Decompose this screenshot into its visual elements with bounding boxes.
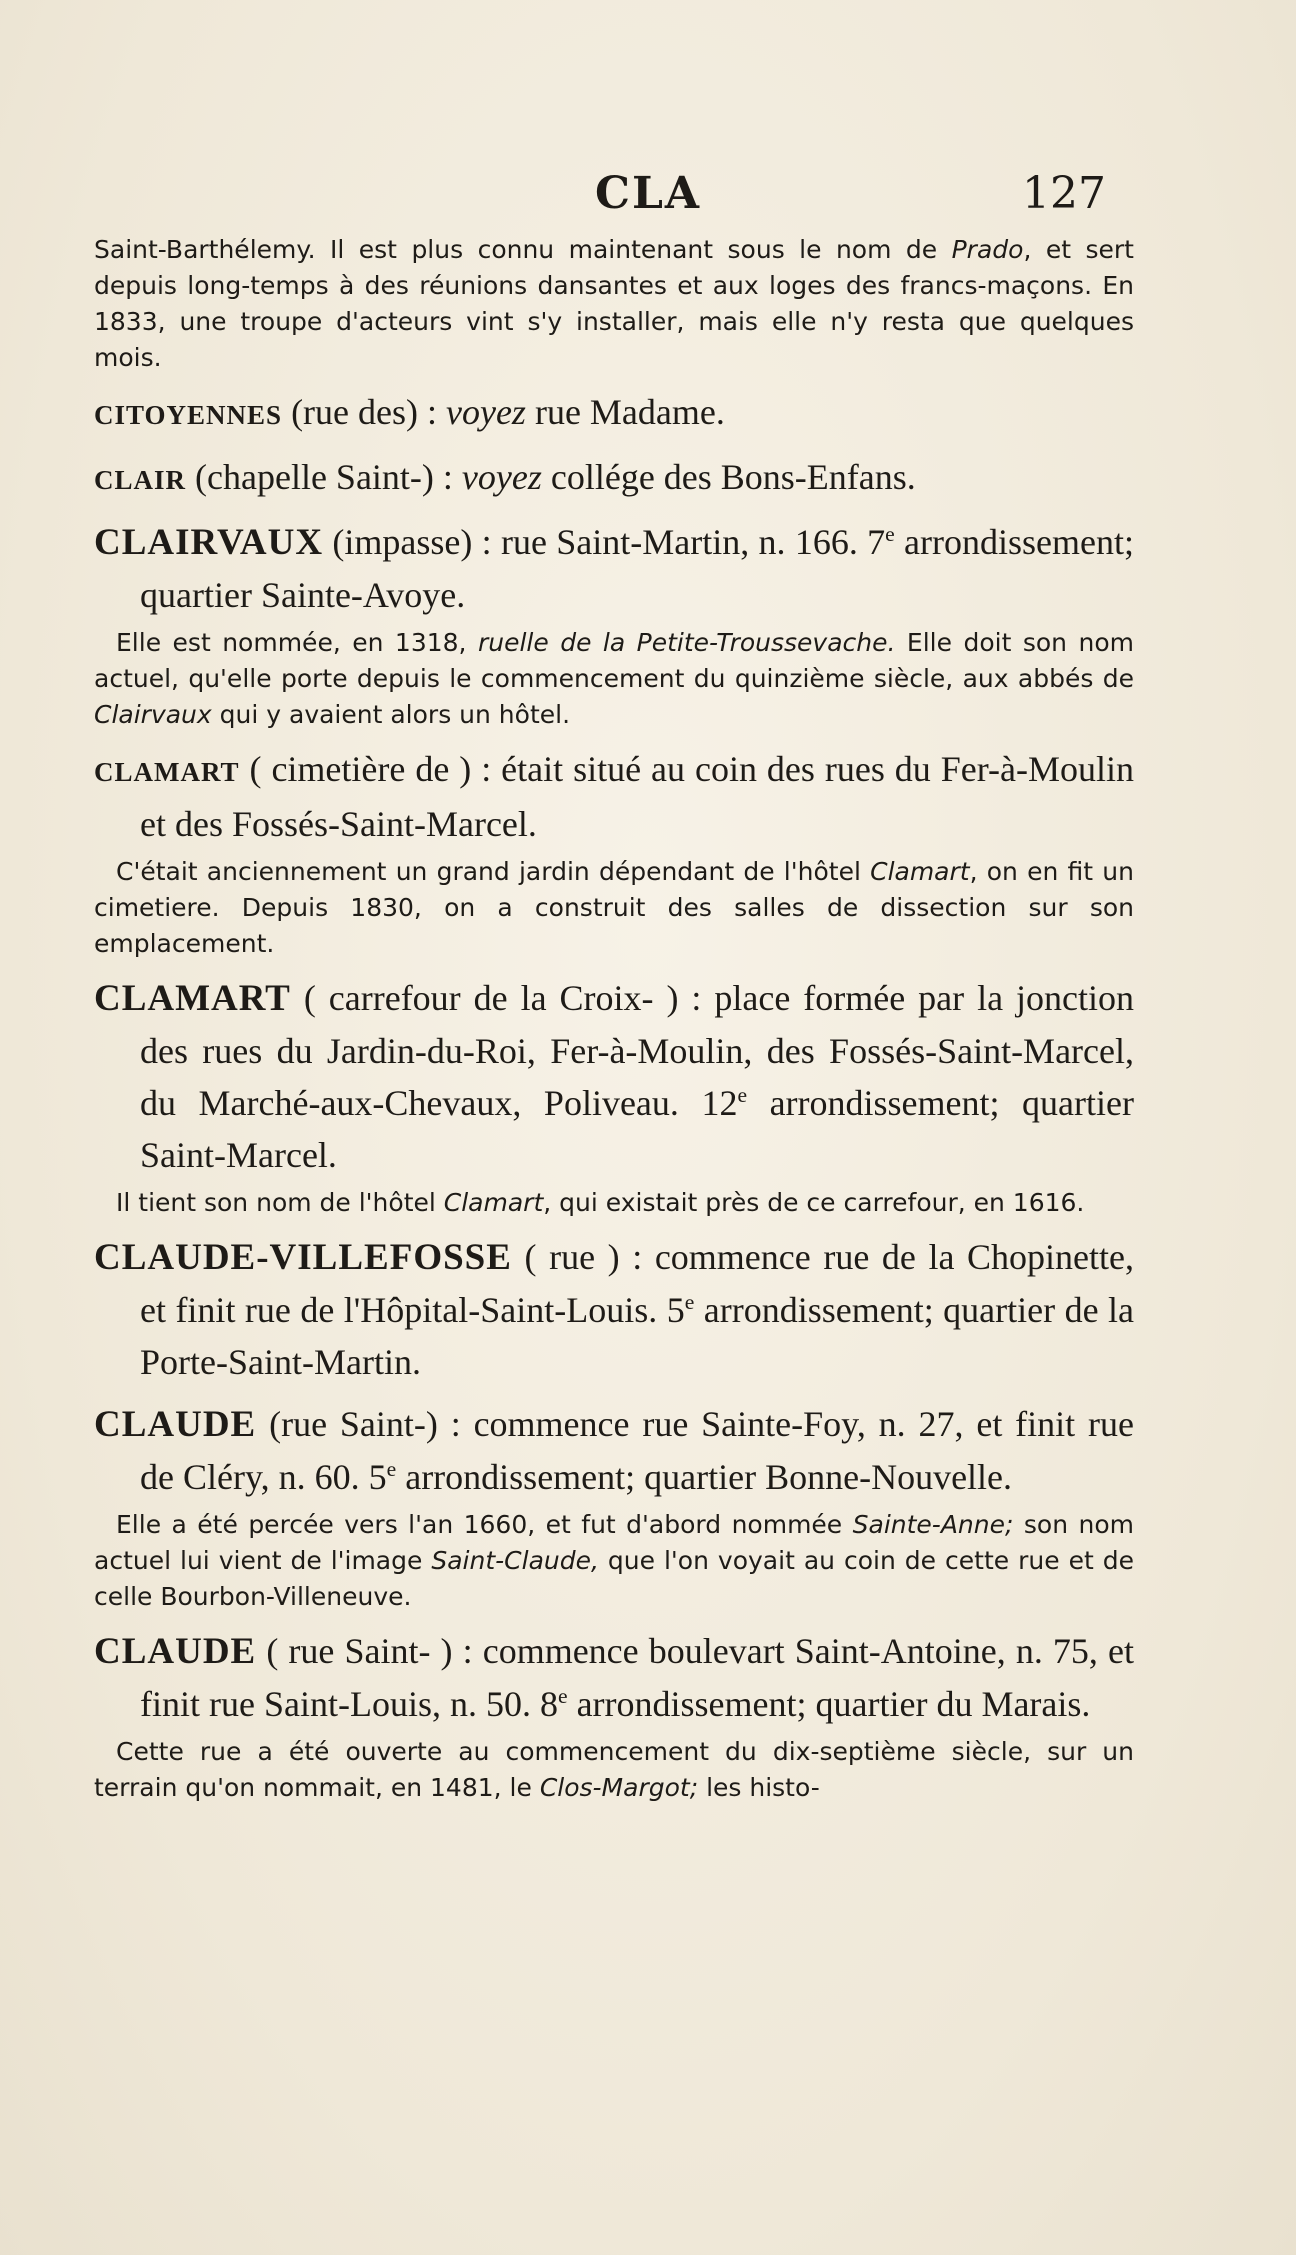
entry-citoyennes	[94, 386, 1134, 441]
entry-clamart-carrefour	[94, 972, 1134, 1181]
definition: (impasse) : rue Saint-Martin, n. 166. 7	[323, 522, 886, 562]
entry-clair	[94, 451, 1134, 506]
headword: CLAMART	[94, 978, 291, 1019]
text-run: Saint-Barthélemy. Il est plus connu maintenant sous le nom de	[94, 235, 952, 264]
entry-clairvaux	[94, 516, 1134, 621]
entry-note	[94, 1185, 1134, 1221]
entry-claude-boulevart	[94, 1625, 1134, 1730]
definition: ( rue Saint- ) : commence boulevart Saint-Antoine, n. 75, et finit rue Saint-Louis, n. 50. 8	[140, 1631, 1134, 1724]
running-head: CLA	[594, 168, 702, 219]
text-run: , qui existait près de ce carrefour, en 1616.	[543, 1188, 1085, 1217]
text-run: Elle est nommée, en 1318,	[116, 628, 478, 657]
text-run: , on en fit un cimetiere. Depuis 1830, on a construit des salles de dissection sur son emplacement.	[94, 857, 1134, 958]
entry-clamart-cimetiere	[94, 743, 1134, 850]
text-run: qui y avaient alors un hôtel.	[211, 700, 571, 729]
page-body	[94, 232, 1134, 1814]
superscript: e	[386, 1457, 397, 1481]
text-run: Il tient son nom de l'hôtel	[116, 1188, 444, 1217]
headword: CLAUDE-VILLEFOSSE	[94, 1237, 512, 1278]
definition: ( carrefour de la Croix- ) : place formée par la jonction des rues du Jardin-du-Roi, Fer-à-Moulin, des Fossés-Saint-Marcel, du Marché-aux-Chevaux, Poliveau. 12	[140, 978, 1134, 1123]
headword: CLAIR	[94, 465, 187, 495]
definition: (rue des) :	[282, 392, 446, 432]
definition: arrondissement; quartier de la Porte-Saint-Martin.	[140, 1290, 1134, 1382]
text-run: son nom actuel lui vient de l'image	[94, 1510, 1134, 1575]
definition: arrondissement; quartier Sainte-Avoye.	[140, 522, 1134, 615]
entry-claude-villefosse	[94, 1231, 1134, 1388]
headword: CLAIRVAUX	[94, 522, 324, 563]
definition: arrondissement; quartier Saint-Marcel.	[140, 1083, 1134, 1175]
definition: arrondissement; quartier Bonne-Nouvelle.	[396, 1457, 1013, 1497]
entry-note	[94, 1507, 1134, 1615]
definition: (chapelle Saint-) :	[186, 457, 462, 497]
headword: CLAUDE	[94, 1631, 257, 1672]
text-run: Elle a été percée vers l'an 1660, et fut d'abord nommée	[116, 1510, 853, 1539]
headword: CITOYENNES	[94, 400, 283, 430]
italic-run: Clos-Margot;	[539, 1773, 699, 1802]
text-run: Elle doit son nom actuel, qu'elle porte depuis le commencement du quinzième siècle, aux abbés de	[94, 628, 1134, 693]
text-run: que l'on voyait au coin de cette rue et de celle Bourbon-Villeneuve.	[94, 1546, 1134, 1611]
superscript: e	[885, 522, 895, 546]
definition: collége des Bons-Enfans.	[541, 457, 916, 497]
entry-note	[94, 1734, 1134, 1806]
italic-run: Sainte-Anne;	[852, 1510, 1014, 1539]
entry-note	[94, 854, 1134, 962]
italic-run: voyez	[461, 457, 542, 497]
definition: rue Madame.	[525, 392, 725, 432]
page-header	[0, 168, 1296, 228]
definition: ( rue ) : commence rue de la Chopinette, et finit rue de l'Hôpital-Saint-Louis. 5	[140, 1237, 1134, 1330]
page-number: 127	[1022, 168, 1106, 219]
superscript: e	[684, 1290, 695, 1314]
text-run: C'était anciennement un grand jardin dépendant de l'hôtel	[116, 857, 871, 886]
superscript: e	[557, 1684, 568, 1708]
continuation-paragraph	[94, 232, 1134, 376]
italic-run: voyez	[446, 392, 526, 432]
entry-claude-sainte-foy	[94, 1398, 1134, 1503]
italic-run: Clairvaux	[94, 700, 212, 729]
definition: ( cimetière de ) : était situé au coin des rues du Fer-à-Moulin et des Fossés-Saint-Marcel.	[140, 749, 1134, 844]
italic-run: Prado	[951, 235, 1024, 264]
italic-run: Clamart	[443, 1188, 544, 1217]
definition: (rue Saint-) : commence rue Sainte-Foy, n. 27, et finit rue de Cléry, n. 60. 5	[140, 1404, 1134, 1497]
text-run: , et sert depuis long-temps à des réunions dansantes et aux loges des francs-maçons. En 1833, une troupe d'acteurs vint s'y installer, mais elle n'y resta que quelques mois.	[94, 235, 1134, 372]
superscript: e	[737, 1083, 748, 1107]
text-run: Cette rue a été ouverte au commencement du dix-septième siècle, sur un terrain qu'on nommait, en 1481, le	[94, 1737, 1134, 1802]
headword: CLAUDE	[94, 1404, 257, 1445]
entry-note	[94, 625, 1134, 733]
text-run: les histo-	[698, 1773, 820, 1802]
definition: arrondissement; quartier du Marais.	[567, 1684, 1091, 1724]
italic-run: Saint-Claude,	[431, 1546, 599, 1575]
headword: CLAMART	[94, 757, 240, 787]
italic-run: ruelle de la Petite-Troussevache.	[477, 628, 896, 657]
italic-run: Clamart	[870, 857, 970, 886]
